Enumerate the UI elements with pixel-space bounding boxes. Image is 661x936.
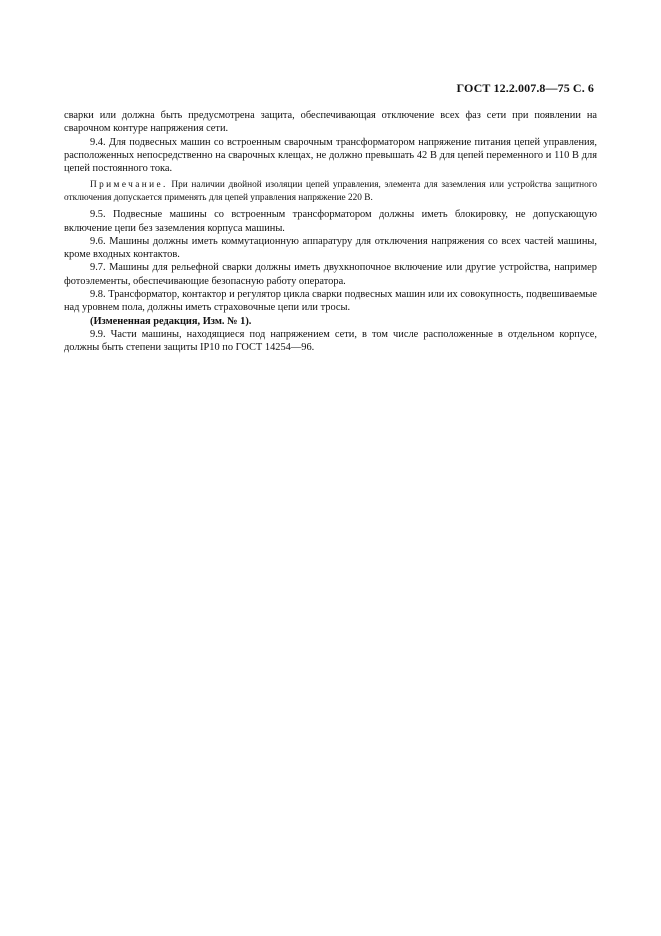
clause-9-6: 9.6. Машины должны иметь коммутационную аппаратуру для отключения напряжения со всех частей машины, кроме входных контактов.	[64, 235, 597, 261]
clause-9-9: 9.9. Части машины, находящиеся под напряжением сети, в том числе расположенные в отдельном корпусе, должны быть степени защиты IP10 по ГОСТ 14254—96.	[64, 328, 597, 354]
amendment-note: (Измененная редакция, Изм. № 1).	[90, 315, 252, 327]
clause-9-8: 9.8. Трансформатор, контактор и регулятор цикла сварки подвесных машин или их совокупность, подвешиваемые над уровнем пола, должны иметь страховочные цепи или тросы.	[64, 289, 597, 314]
note	[64, 179, 597, 204]
paragraph-continuation: сварки или должна быть предусмотрена защита, обеспечивающая отключение всех фаз сети при появлении на сварочном контуре напряжения сети.	[64, 110, 597, 135]
note-label: Примечание.	[90, 180, 168, 191]
document-body	[64, 109, 597, 355]
clause-9-5: 9.5. Подвесные машины со встроенным трансформатором должны иметь блокировку, не допускающую включение цепи без заземления корпуса машины.	[64, 209, 597, 234]
page-header: ГОСТ 12.2.007.8—75 С. 6	[456, 81, 594, 95]
note-text: При наличии двойной изоляции цепей управления, элемента для заземления или устройства защитного отключения допускается применять для цепей управления напряжение 220 В.	[64, 180, 597, 203]
clause-9-7: 9.7. Машины для рельефной сварки должны иметь двухкнопочное включение или другие устройства, например фотоэлементы, обеспечивающие безопасную работу оператора.	[64, 262, 597, 287]
clause-9-4: 9.4. Для подвесных машин со встроенным сварочным трансформатором напряжение питания цепей управления, расположенных непосредственно на сварочных клещах, не должно превышать 42 В для цепей переменного и 110 В для цепей постоянного тока.	[64, 136, 597, 175]
